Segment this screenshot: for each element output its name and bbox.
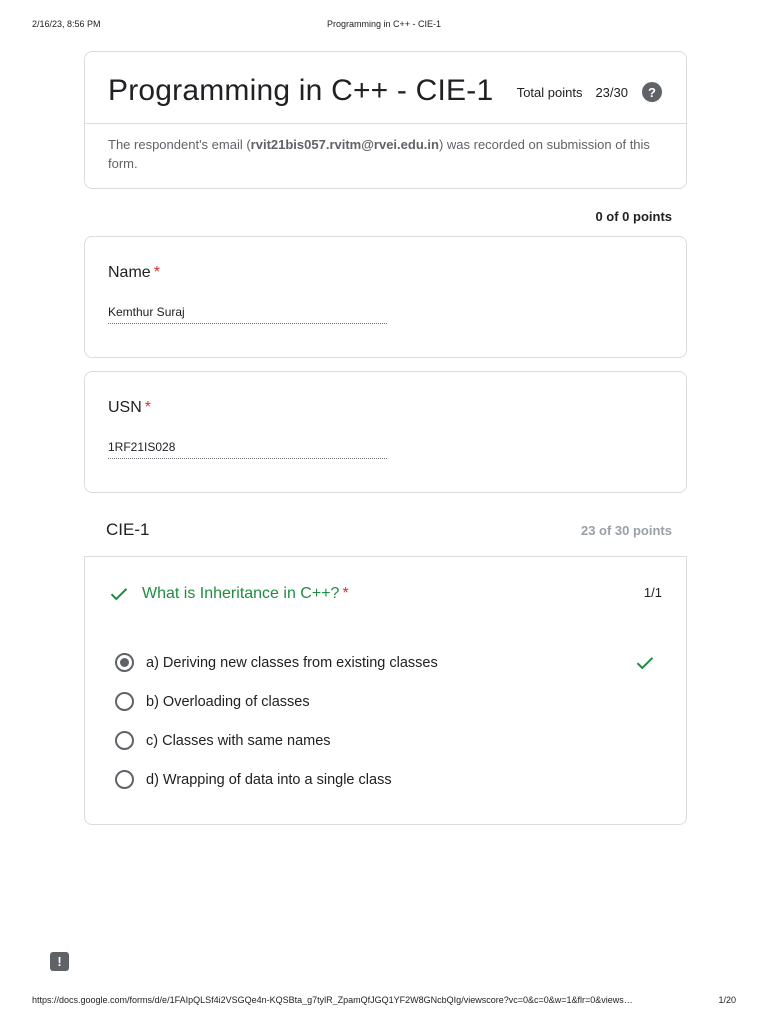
form-title: Programming in C++ - CIE-1 (108, 74, 494, 107)
usn-field-label (108, 399, 151, 417)
section-title: CIE-1 (106, 520, 150, 539)
radio-icon[interactable] (115, 731, 134, 750)
print-doc-title: Programming in C++ - CIE-1 (326, 19, 442, 29)
option-label: a) Deriving new classes from existing classes (146, 654, 438, 671)
option-b[interactable] (115, 682, 656, 721)
help-circle-icon[interactable]: ? (642, 82, 662, 102)
total-points (517, 80, 662, 104)
email-note-suffix: ) was recorded on submission of this form. (108, 137, 650, 171)
option-d[interactable] (115, 760, 656, 799)
question-score: 1/1 (643, 585, 662, 600)
option-label: c) Classes with same names (146, 732, 331, 749)
name-field-label (108, 264, 160, 282)
question-text (142, 585, 349, 603)
total-points-label: Total points (516, 84, 583, 100)
usn-answer: 1RF21IS028 (108, 440, 387, 459)
check-icon (109, 584, 129, 604)
option-c[interactable] (115, 721, 656, 760)
question-card (84, 556, 687, 825)
print-datetime: 2/16/23, 8:56 PM (32, 19, 101, 29)
required-asterisk: * (342, 585, 349, 602)
question-header (109, 583, 662, 605)
option-label: b) Overloading of classes (146, 693, 310, 710)
radio-icon[interactable] (115, 692, 134, 711)
respondent-email: rvit21bis057.rvitm@rvei.edu.in (250, 137, 439, 152)
name-label-text: Name (108, 264, 151, 281)
answer-options (115, 643, 656, 799)
radio-selected-icon[interactable] (115, 653, 134, 672)
header-divider (85, 123, 686, 124)
print-header (32, 19, 736, 31)
form-header-card (84, 51, 687, 189)
option-label: d) Wrapping of data into a single class (146, 771, 392, 788)
ungraded-points: 0 of 0 points (595, 209, 672, 224)
option-a[interactable] (115, 643, 656, 682)
print-footer (32, 995, 736, 1007)
email-recorded-note (108, 135, 656, 173)
name-field-card (84, 236, 687, 358)
required-asterisk: * (144, 399, 152, 416)
question-label: What is Inheritance in C++? (142, 585, 340, 602)
email-note-prefix: The respondent's email ( (108, 137, 251, 152)
correct-check-icon (634, 652, 656, 674)
radio-icon[interactable] (115, 770, 134, 789)
total-points-value: 23/30 (595, 84, 628, 100)
required-asterisk: * (153, 264, 160, 281)
report-problem-icon[interactable]: ! (50, 952, 69, 971)
name-answer: Kemthur Suraj (108, 305, 387, 324)
print-url: https://docs.google.com/forms/d/e/1FAIpQLSf4i2VSGQe4n-KQSBta_g7tylR_ZpamQfJGQ1YF2W8GNcbQIg/viewscore?vc=0&c=0&w=1&flr=0&views… (32, 995, 633, 1005)
usn-field-card (84, 371, 687, 493)
usn-label-text: USN (108, 399, 142, 416)
print-page-number: 1/20 (718, 995, 736, 1005)
section-points: 23 of 30 points (580, 523, 672, 538)
